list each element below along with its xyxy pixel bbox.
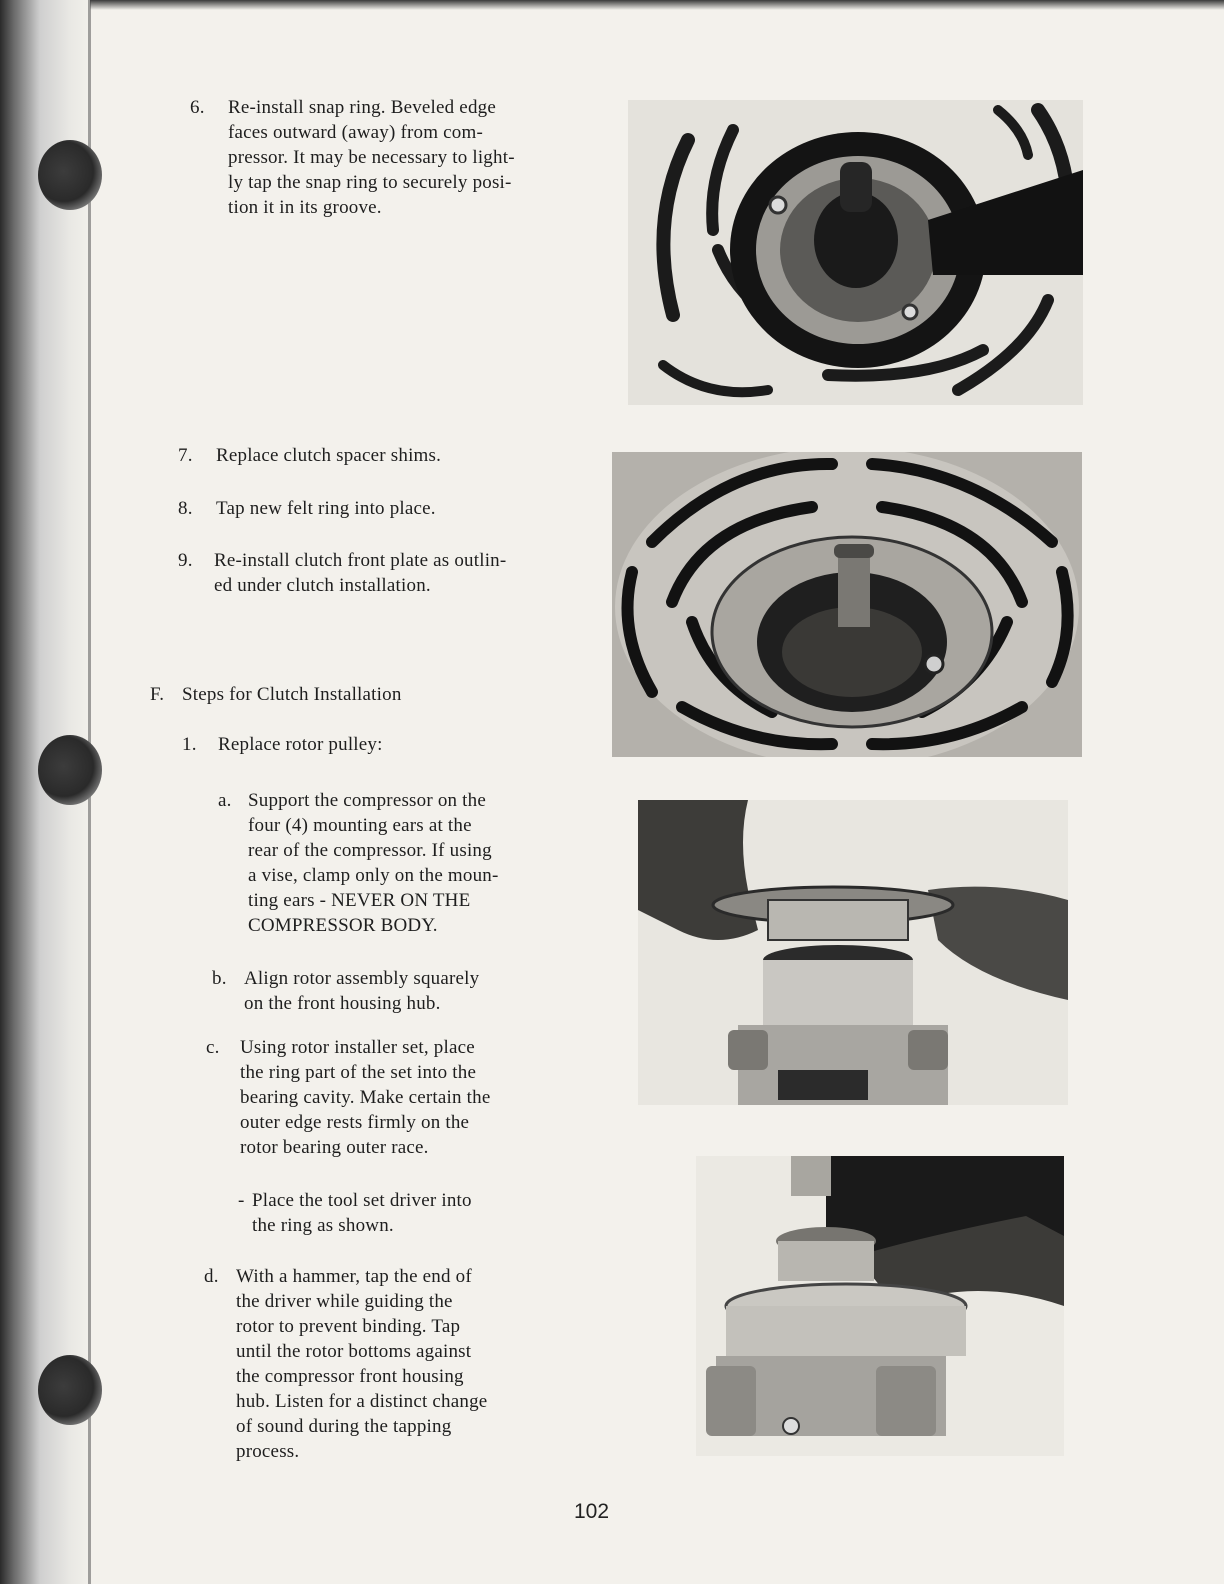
photo-rotor-ring xyxy=(638,800,1068,1105)
substep-line: With a hammer, tap the end of xyxy=(236,1266,472,1287)
binder-hole-top xyxy=(38,140,102,210)
substep-line: the ring as shown. xyxy=(252,1215,394,1236)
step-line: tion it in its groove. xyxy=(228,197,382,218)
substep-line: on the front housing hub. xyxy=(244,993,441,1014)
substep-line: COMPRESSOR BODY. xyxy=(248,915,438,936)
substep-line: a vise, clamp only on the moun- xyxy=(248,865,499,886)
step-line: Replace rotor pulley: xyxy=(218,734,383,755)
step-line: Re-install snap ring. Beveled edge xyxy=(228,97,496,118)
substep-line: the driver while guiding the xyxy=(236,1291,453,1312)
bullet-dash: - xyxy=(238,1190,245,1211)
substep-letter: b. xyxy=(212,968,227,989)
substep-line: Align rotor assembly squarely xyxy=(244,968,480,989)
substep-line: the ring part of the set into the xyxy=(240,1062,477,1083)
step-line: ed under clutch installation. xyxy=(214,575,431,596)
page-number: 102 xyxy=(574,1500,610,1523)
rotor-ring-photo-icon xyxy=(638,800,1068,1105)
substep-line: outer edge rests firmly on the xyxy=(240,1112,470,1133)
photo-driver-tool xyxy=(696,1156,1064,1456)
step-line: Re-install clutch front plate as outlin- xyxy=(214,550,507,571)
driver-tool-photo-icon xyxy=(696,1156,1064,1456)
substep-line: hub. Listen for a distinct change xyxy=(236,1391,488,1412)
step-line: faces outward (away) from com- xyxy=(228,122,483,143)
step-number: 9. xyxy=(178,550,193,571)
substep-line: Place the tool set driver into xyxy=(252,1190,472,1211)
step-line: Tap new felt ring into place. xyxy=(216,498,436,519)
substep-line: rotor to prevent binding. Tap xyxy=(236,1316,461,1337)
substep-line: the compressor front housing xyxy=(236,1366,464,1387)
section-title: Steps for Clutch Installation xyxy=(182,684,402,705)
substep-line: rotor bearing outer race. xyxy=(240,1137,429,1158)
substep-line: four (4) mounting ears at the xyxy=(248,815,472,836)
step-number: 6. xyxy=(190,97,205,118)
substep-letter: a. xyxy=(218,790,232,811)
photo-front-plate xyxy=(612,452,1082,757)
substep-line: ting ears - NEVER ON THE xyxy=(248,890,471,911)
step-number: 7. xyxy=(178,445,193,466)
substep-line: of sound during the tapping xyxy=(236,1416,452,1437)
substep-line: Support the compressor on the xyxy=(248,790,486,811)
step-number: 1. xyxy=(182,734,197,755)
snap-ring-photo-icon xyxy=(628,100,1083,405)
front-plate-photo-icon xyxy=(612,452,1082,757)
substep-line: Using rotor installer set, place xyxy=(240,1037,475,1058)
binder-hole-bottom xyxy=(38,1355,102,1425)
substep-letter: c. xyxy=(206,1037,220,1058)
binder-hole-middle xyxy=(38,735,102,805)
substep-line: process. xyxy=(236,1441,300,1462)
substep-letter: d. xyxy=(204,1266,219,1287)
top-edge-shadow xyxy=(90,0,1224,10)
substep-line: until the rotor bottoms against xyxy=(236,1341,472,1362)
step-line: pressor. It may be necessary to light- xyxy=(228,147,515,168)
step-number: 8. xyxy=(178,498,193,519)
section-letter: F. xyxy=(150,684,165,705)
photo-snap-ring xyxy=(628,100,1083,405)
substep-line: bearing cavity. Make certain the xyxy=(240,1087,491,1108)
step-line: Replace clutch spacer shims. xyxy=(216,445,442,466)
step-line: ly tap the snap ring to securely posi- xyxy=(228,172,512,193)
substep-line: rear of the compressor. If using xyxy=(248,840,492,861)
